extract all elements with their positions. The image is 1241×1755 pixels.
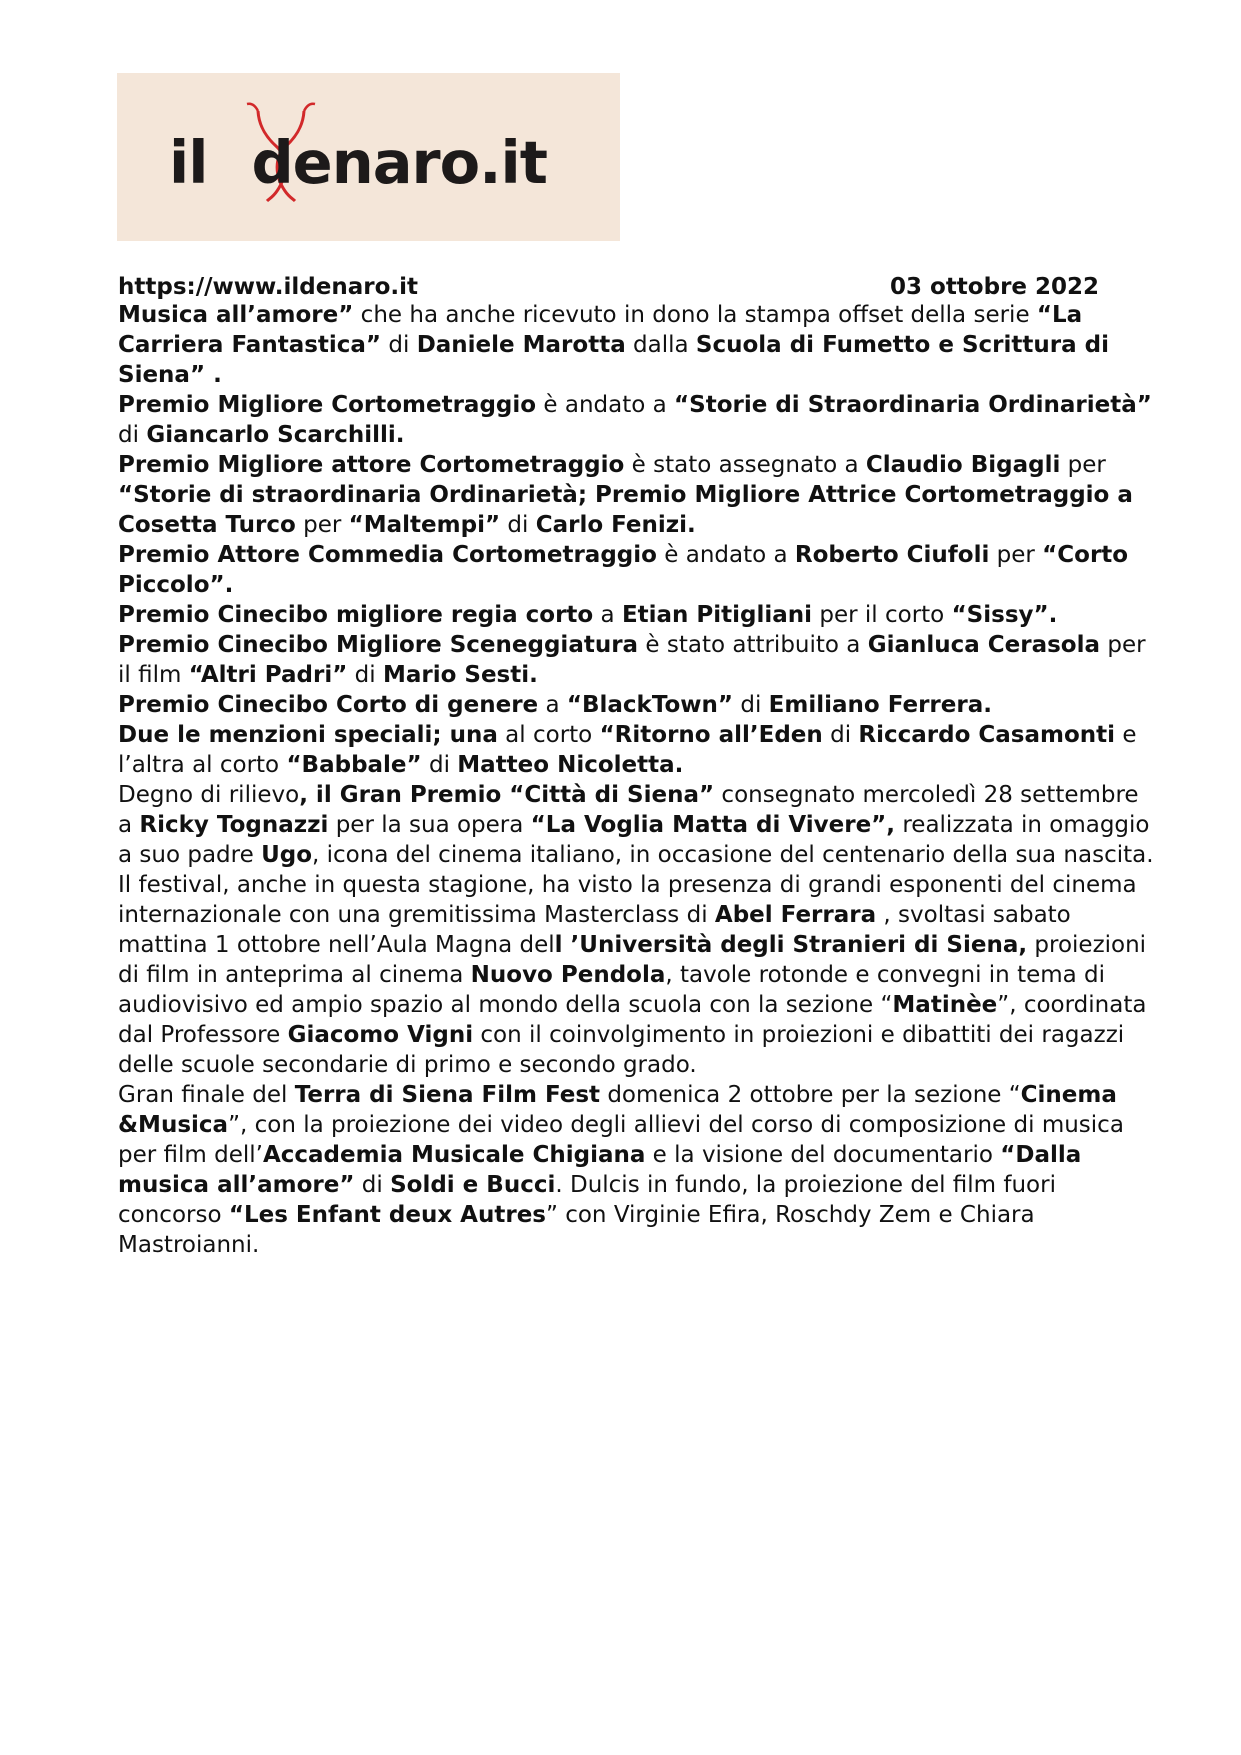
bold-text: “Les Enfant deux Autres (228, 1202, 546, 1228)
body-text: proiezioni di film in anteprima al cinema (118, 932, 1147, 988)
article-paragraph (118, 1080, 1158, 1260)
body-text: . Dulcis in fundo, la proiezione del film fuori concorso (118, 1172, 1056, 1228)
bold-text: Premio Attore Commedia Cortometraggio (118, 542, 657, 568)
body-text: per (1060, 452, 1106, 478)
bold-text: “La Carriera Fantastica” (118, 302, 1083, 358)
logo-text-denaro: denaro.it (251, 128, 547, 197)
body-text: ” con Virginie Efira, Roschdy Zem e Chiara Mastroianni. (118, 1202, 1035, 1258)
bold-text: “Babbale” (286, 752, 422, 778)
bold-text: Emiliano Ferrera. (768, 692, 992, 718)
body-text: di (421, 752, 458, 778)
bold-text: “Maltempi” (348, 512, 501, 538)
body-text: per (989, 542, 1043, 568)
body-text: di (733, 692, 769, 718)
body-text: Gran finale del (118, 1082, 295, 1108)
body-text: di (381, 332, 417, 358)
body-text: a (538, 692, 567, 718)
article-paragraph (118, 720, 1158, 780)
article-paragraph (118, 300, 1158, 390)
bold-text: Premio Cinecibo Corto di genere (118, 692, 539, 718)
body-text: di (118, 422, 147, 448)
bold-text: Abel Ferrara (714, 902, 877, 928)
bold-text: “Corto Piccolo”. (118, 542, 1129, 598)
body-text: , tavole rotonde e convegni in tema di audiovisivo ed ampio spazio al mondo della scuola con la sezione “ (118, 962, 1106, 1018)
bold-text: Ugo (261, 842, 313, 868)
bold-text: Mario Sesti. (382, 662, 538, 688)
body-text: è stato attribuito a (638, 632, 868, 658)
bold-text: Scuola di Fumetto e Scrittura di Siena” . (118, 332, 1109, 388)
bold-text: Premio Cinecibo Migliore Sceneggiatura (118, 632, 639, 658)
bold-text: “Sissy”. (951, 602, 1058, 628)
article-body (118, 300, 1158, 1260)
bold-text: “Storie di straordinaria Ordinarietà; Premio Migliore Attrice Cortometraggio a Cosetta Turco (118, 482, 1133, 538)
bold-text: Matteo Nicoletta. (457, 752, 684, 778)
bold-text: Musica all’amore” (118, 302, 354, 328)
bold-text: “Storie di Straordinaria Ordinarietà” (674, 392, 1152, 418)
bold-text: “Ritorno all’Eden (599, 722, 823, 748)
article-paragraph (118, 630, 1158, 690)
bold-text: Due le menzioni speciali; una (118, 722, 498, 748)
bold-text: “Dalla musica all’amore” (118, 1142, 1082, 1198)
article-paragraph (118, 870, 1158, 1080)
article-paragraph (118, 780, 1158, 870)
body-text: di (354, 1172, 391, 1198)
bold-text: Matinèe (892, 992, 998, 1018)
body-text: Il festival, anche in questa stagione, ha visto la presenza di grandi esponenti del cinema internazionale con una gremitissima Masterclass di (118, 872, 1137, 928)
body-text: è andato a (536, 392, 675, 418)
bold-text: Riccardo Casamonti (858, 722, 1116, 748)
body-text: a (593, 602, 622, 628)
body-text: di (500, 512, 536, 538)
bold-text: Premio Cinecibo migliore regia corto (118, 602, 594, 628)
bold-text: “La Voglia Matta di Vivere”, (530, 812, 896, 838)
logo (117, 73, 620, 241)
article-paragraph (118, 540, 1158, 600)
body-text: Degno di rilievo (118, 782, 300, 808)
bold-text: Roberto Ciufoli (794, 542, 990, 568)
publication-date: 03 ottobre 2022 (890, 274, 1100, 300)
body-text: e la visione del documentario (645, 1142, 1001, 1168)
body-text: realizzata in omaggio a suo padre (118, 812, 1150, 868)
bold-text: Cinema &Musica (118, 1082, 1117, 1138)
body-text: che ha anche ricevuto in dono la stampa offset della serie (353, 302, 1037, 328)
body-text: per la sua opera (328, 812, 531, 838)
bold-text: Terra di Siena Film Fest (294, 1082, 601, 1108)
bold-text: Premio Migliore Cortometraggio (118, 392, 537, 418)
body-text: per il film (118, 632, 1146, 688)
body-text: ”, con la proiezione dei video degli allievi del corso di composizione di musica per film dell’ (118, 1112, 1124, 1168)
article-paragraph (118, 600, 1158, 630)
article-paragraph (118, 690, 1158, 720)
bold-text: Ricky Tognazzi (139, 812, 329, 838)
document-header (118, 272, 1118, 302)
bold-text: Claudio Bigagli (865, 452, 1061, 478)
body-text: è stato assegnato a (624, 452, 866, 478)
logo-text-il: il (169, 128, 208, 197)
body-text: , icona del cinema italiano, in occasione del centenario della sua nascita. (312, 842, 1154, 868)
body-text: di (347, 662, 383, 688)
article-paragraph (118, 450, 1158, 540)
bold-text: Etian Pitigliani (621, 602, 813, 628)
bold-text: Premio Migliore attore Cortometraggio (118, 452, 625, 478)
bold-text: “BlackTown” (566, 692, 734, 718)
bold-text: Giancarlo Scarchilli. (146, 422, 405, 448)
bold-text: , il Gran Premio “Città di Siena” (299, 782, 715, 808)
bold-text: Carlo Fenizi. (535, 512, 696, 538)
body-text: di (822, 722, 859, 748)
body-text: , svoltasi sabato mattina 1 ottobre nell’Aula Magna del (118, 902, 1071, 958)
body-text: domenica 2 ottobre per la sezione “ (600, 1082, 1021, 1108)
bold-text: Nuovo Pendola (470, 962, 666, 988)
bold-text: Daniele Marotta (416, 332, 626, 358)
body-text: dalla (625, 332, 696, 358)
body-text: è andato a (656, 542, 795, 568)
body-text: per (295, 512, 349, 538)
bold-text: Soldi e Bucci (390, 1172, 556, 1198)
body-text: con il coinvolgimento in proiezioni e dibattiti dei ragazzi delle scuole secondarie di primo e secondo grado. (118, 1022, 1125, 1078)
body-text: ”, coordinata dal Professore (118, 992, 1147, 1048)
bold-text: “Altri Padri” (188, 662, 348, 688)
bold-text: Giacomo Vigni (287, 1022, 474, 1048)
bold-text: Gianluca Cerasola (867, 632, 1101, 658)
logo-wordmark (169, 123, 547, 203)
body-text: per il corto (812, 602, 952, 628)
body-text: consegnato mercoledì 28 settembre a (118, 782, 1139, 838)
source-url: https://www.ildenaro.it (118, 274, 419, 300)
bold-text: Accademia Musicale Chigiana (262, 1142, 646, 1168)
body-text: e l’altra al corto (118, 722, 1137, 778)
bold-text: l ’Università degli Stranieri di Siena, (554, 932, 1028, 958)
body-text: al corto (497, 722, 600, 748)
article-paragraph (118, 390, 1158, 450)
